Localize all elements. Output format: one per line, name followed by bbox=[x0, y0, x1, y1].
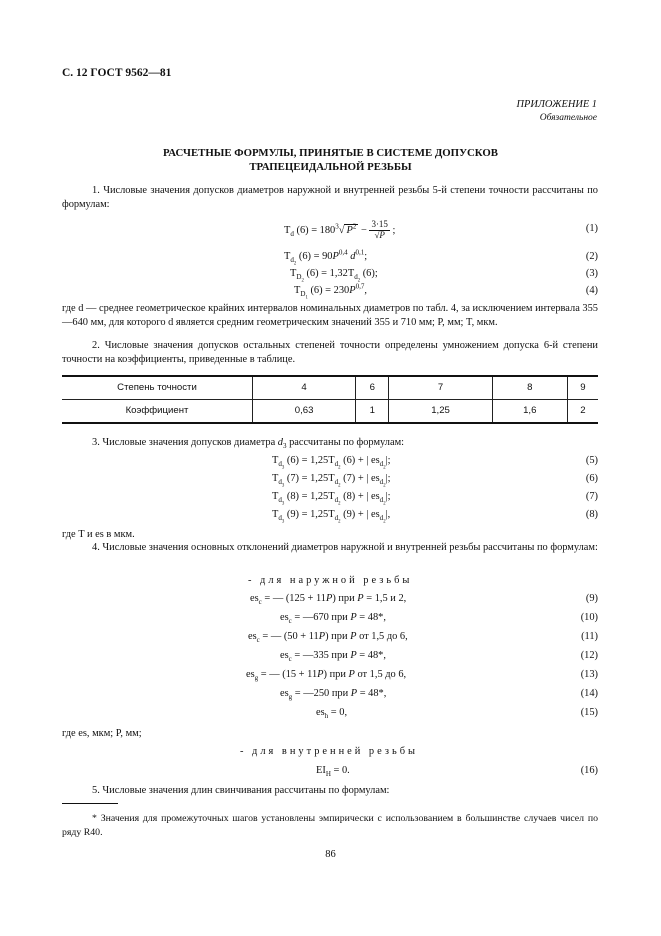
document-header: С. 12 ГОСТ 9562—81 bbox=[62, 67, 172, 79]
formula-10-expression: $es_c$ = —670 при P = 48*, bbox=[280, 612, 386, 626]
table-cell: 6 bbox=[356, 376, 389, 400]
formula-number-1: (1) bbox=[585, 223, 598, 234]
row-label-accuracy-grade: Степень точности bbox=[62, 376, 253, 400]
table-cell: 0,63 bbox=[253, 400, 356, 424]
formula-16-expression: $EI_H = 0$. bbox=[316, 765, 350, 779]
formula-5 bbox=[62, 454, 598, 469]
formula-1-expression: $T_d$ $(6) = 180^3√$ $P^2$ − $\frac{3\cdot 15}{√P}$ ; bbox=[284, 219, 396, 240]
formula-16 bbox=[62, 764, 598, 779]
formula-6 bbox=[62, 472, 598, 487]
formula-number-12: (12) bbox=[580, 650, 598, 661]
formula-number-3: (3) bbox=[585, 268, 598, 279]
row-label-coefficient: Коэффициент bbox=[62, 400, 253, 424]
formula-2-expression: $T_{d_2}$ $(6) = 90P^{0,4}$ $d^{0,1}$; bbox=[284, 248, 368, 267]
formula-7-expression: $T_{d_3}$ $(8) = 1,25T_{d_2}$ (8) + | $es_{d_2}|$; bbox=[272, 491, 391, 507]
formula-number-10: (10) bbox=[580, 612, 598, 623]
formula-9 bbox=[62, 592, 598, 607]
title-line-2: ТРАПЕЦЕИДАЛЬНОЙ РЕЗЬБЫ bbox=[249, 161, 412, 174]
page-number: 86 bbox=[325, 849, 336, 860]
formula-number-13: (13) bbox=[580, 669, 598, 680]
formula-14-expression: $es_g$ = —250 при P = 48*, bbox=[280, 688, 387, 702]
paragraph-1: 1. Числовые значения допусков диаметров наружной и внутренней резьбы 5-й степени точности рассчитаны по формулам: bbox=[62, 185, 598, 211]
table-row bbox=[62, 400, 598, 424]
formula-number-4: (4) bbox=[585, 285, 598, 296]
formula-13-expression: $es_g$ = — (15 + 11P) при P от 1,5 до 6, bbox=[246, 669, 407, 683]
formula-8-expression: $T_{d_3}$ $(9) = 1,25T_{d_2}$ (9) + | $es_{d_2}|$, bbox=[272, 509, 391, 525]
paragraph-3: 3. Числовые значения допусков диаметра $d_3$ рассчитаны по формулам: bbox=[92, 437, 405, 451]
formula-1 bbox=[62, 216, 598, 244]
table-cell: 1,6 bbox=[492, 400, 567, 424]
formula-13 bbox=[62, 668, 598, 683]
paragraph-2: 2. Числовые значения допусков остальных степеней точности определены умножением допуска 6-й степени точности на коэффициенты, приведенные в таблице. bbox=[62, 340, 598, 366]
formula-3-expression: $T_{D_2}$ $(6) = 1,32T_{d_2}$ (6); bbox=[290, 268, 378, 284]
formula-2 bbox=[62, 250, 598, 265]
formula-15 bbox=[62, 706, 598, 721]
formula-6-expression: $T_{d_3}$ $(7) = 1,25T_{d_2}$ (7) + | $es_{d_2}|$; bbox=[272, 473, 391, 489]
label-external-thread: - для наружной резьбы bbox=[248, 575, 413, 586]
page-title bbox=[62, 146, 599, 174]
table-cell: 1,25 bbox=[389, 400, 492, 424]
formula-12 bbox=[62, 649, 598, 664]
where-es-p: где es, мкм; P, мм; bbox=[62, 728, 142, 739]
formula-11-expression: $es_c$ = — (50 + 11P) при P от 1,5 до 6, bbox=[248, 631, 408, 645]
formula-9-expression: $es_c$ = — (125 + 11P) при P = 1,5 и 2, bbox=[250, 593, 407, 607]
formula-8 bbox=[62, 508, 598, 523]
footnote-rule bbox=[62, 803, 118, 804]
formula-number-16: (16) bbox=[580, 765, 598, 776]
paragraph-5: 5. Числовые значения длин свинчивания рассчитаны по формулам: bbox=[92, 785, 390, 796]
table-cell: 4 bbox=[253, 376, 356, 400]
coefficient-table bbox=[62, 375, 598, 424]
formula-14 bbox=[62, 687, 598, 702]
footnote: * Значения для промежуточных шагов установлены эмпирически с использованием в большинстве случаев чисел по ряду R40. bbox=[62, 813, 598, 838]
formula-number-5: (5) bbox=[585, 455, 598, 466]
paragraph-4: 4. Числовые значения основных отклонений диаметров наружной и внутренней резьбы рассчитаны по формулам: bbox=[92, 542, 598, 553]
formula-12-expression: $es_c$ = —335 при P = 48*, bbox=[280, 650, 386, 664]
table-cell: 8 bbox=[492, 376, 567, 400]
formula-number-11: (11) bbox=[581, 631, 598, 642]
formula-5-expression: $T_{d_3}$ $(6) = 1,25T_{d_2}$ (6) + | $es_{d_2}|$; bbox=[272, 455, 391, 471]
label-internal-thread: - для внутренней резьбы bbox=[240, 746, 418, 757]
formula-4 bbox=[62, 284, 598, 299]
formula-number-14: (14) bbox=[580, 688, 598, 699]
appendix-status: Обязательное bbox=[539, 112, 597, 123]
table-cell: 7 bbox=[389, 376, 492, 400]
formula-7 bbox=[62, 490, 598, 505]
formula-number-15: (15) bbox=[580, 707, 598, 718]
table-cell: 2 bbox=[567, 400, 598, 424]
formula-4-expression: $T_{D_1}$ $(6) = 230P^{0,7}$, bbox=[294, 282, 368, 301]
formula-number-8: (8) bbox=[585, 509, 598, 520]
formula-10 bbox=[62, 611, 598, 626]
where-d-definition: где d — среднее геометрическое крайних интервалов номинальных диаметров по табл. 4, за исключением интервала 355—640 мм, для которого d является средним геометрическим значений 355 и 710 мм; P, мм; T, мкм. bbox=[62, 303, 598, 329]
formula-number-9: (9) bbox=[585, 593, 598, 604]
appendix-label: ПРИЛОЖЕНИЕ 1 bbox=[516, 99, 597, 110]
appendix-block bbox=[516, 98, 597, 124]
formula-number-6: (6) bbox=[585, 473, 598, 484]
formula-15-expression: $es_h = 0$, bbox=[316, 707, 348, 721]
table-cell: 9 bbox=[567, 376, 598, 400]
formula-number-2: (2) bbox=[585, 251, 598, 262]
formula-3 bbox=[62, 267, 598, 282]
formula-11 bbox=[62, 630, 598, 645]
formula-number-7: (7) bbox=[585, 491, 598, 502]
title-line-1: РАСЧЕТНЫЕ ФОРМУЛЫ, ПРИНЯТЫЕ В СИСТЕМЕ ДОПУСКОВ bbox=[163, 147, 498, 159]
table-cell: 1 bbox=[356, 400, 389, 424]
table-row bbox=[62, 376, 598, 400]
where-t-es: где T и es в мкм. bbox=[62, 529, 135, 540]
